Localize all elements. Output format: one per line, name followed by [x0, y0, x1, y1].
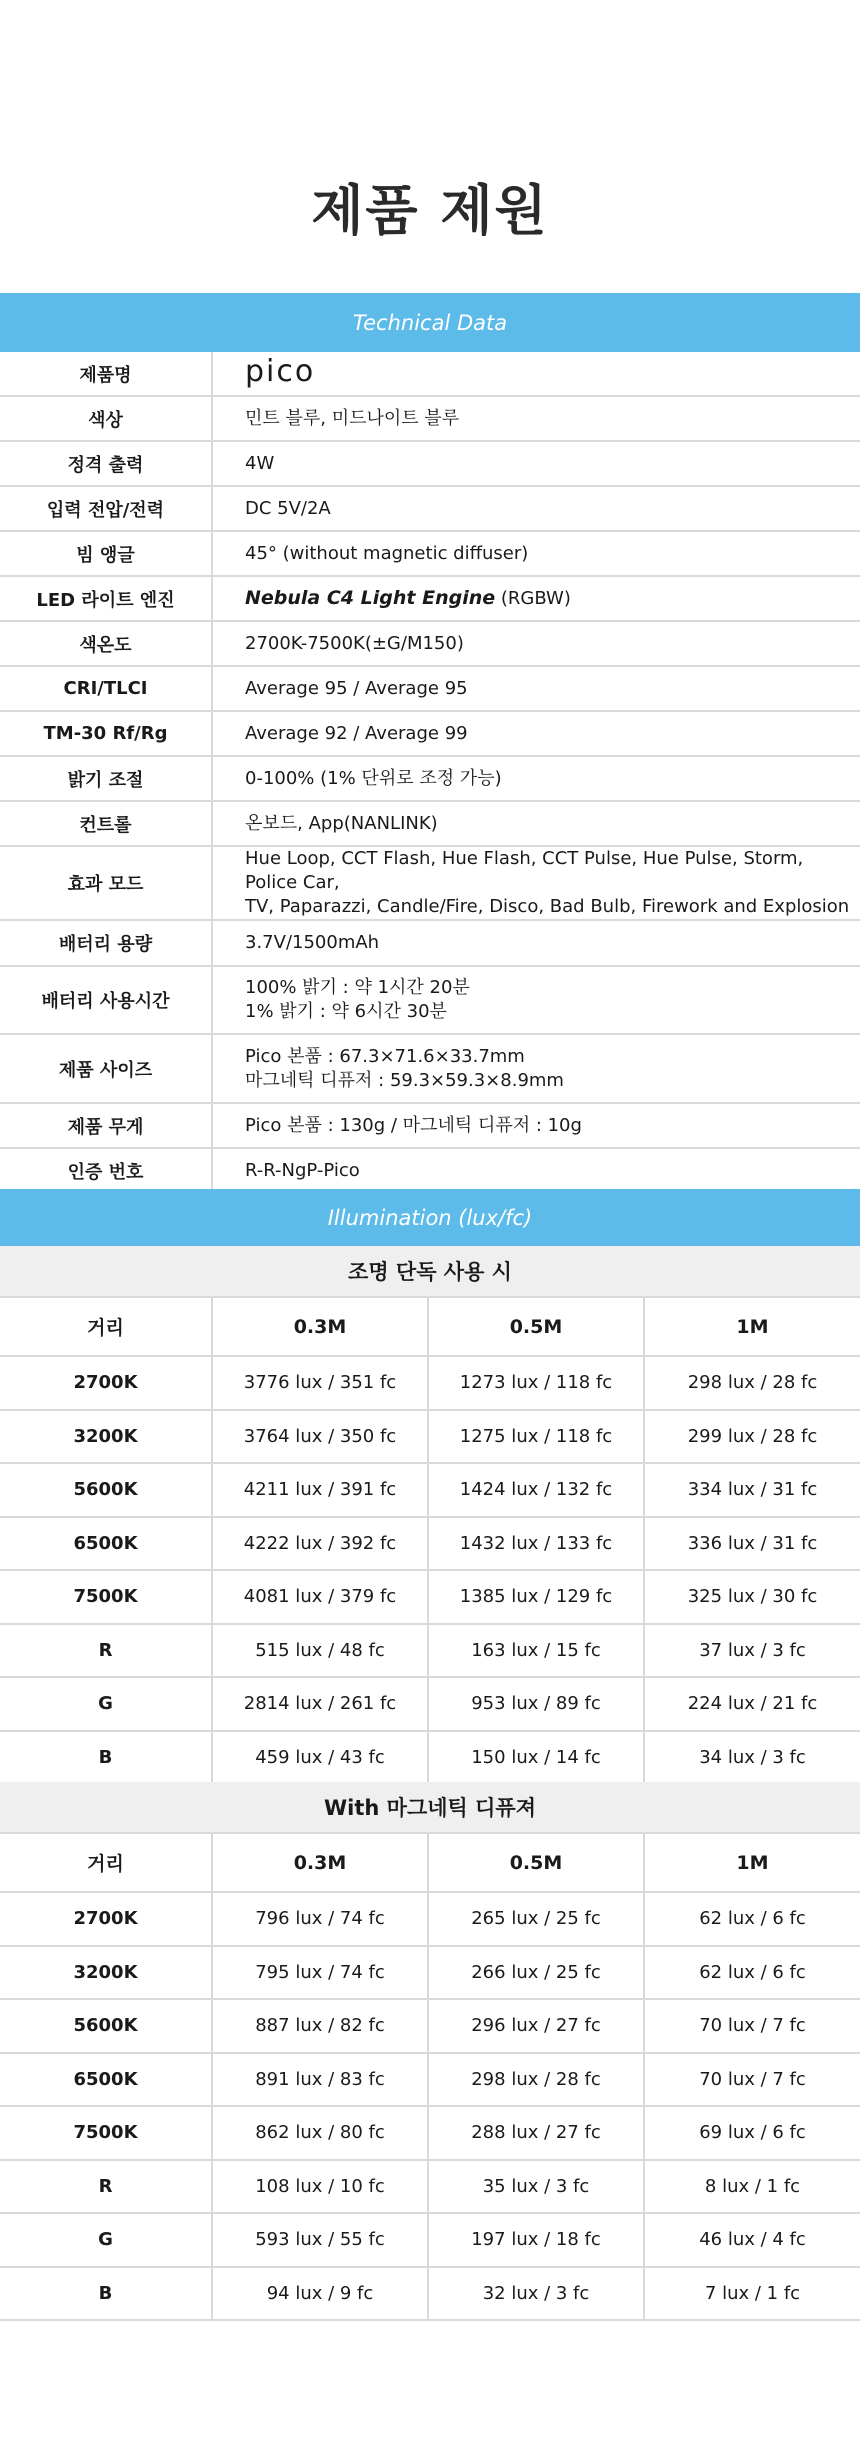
table-cell: 796 lux / 74 fc	[212, 1892, 428, 1946]
spec-value-line: 마그네틱 디퓨저 : 59.3×59.3×8.9mm	[245, 1069, 564, 1091]
spec-value: 온보드, App(NANLINK)	[212, 801, 860, 846]
spec-value: 4W	[212, 441, 860, 486]
row-label: 5600K	[0, 1999, 212, 2053]
table-cell: 1273 lux / 118 fc	[428, 1356, 644, 1410]
spec-value	[212, 576, 860, 621]
table-cell: 197 lux / 18 fc	[428, 2213, 644, 2267]
row-label: 6500K	[0, 2053, 212, 2107]
row-label: G	[0, 2213, 212, 2267]
pico-logo: pico	[245, 353, 316, 389]
table-cell: 62 lux / 6 fc	[644, 1892, 860, 1946]
spec-value: 민트 블루, 미드나이트 블루	[212, 396, 860, 441]
table-cell: 334 lux / 31 fc	[644, 1463, 860, 1517]
row-label: 2700K	[0, 1892, 212, 1946]
table-row	[0, 1624, 860, 1678]
spec-label: CRI/TLCI	[0, 666, 212, 711]
row-label: R	[0, 2160, 212, 2214]
spec-label: 색온도	[0, 621, 212, 666]
table-cell: 163 lux / 15 fc	[428, 1624, 644, 1678]
table-row	[0, 1570, 860, 1624]
spec-row	[0, 666, 860, 711]
spec-value: Average 95 / Average 95	[212, 666, 860, 711]
spec-label: 제품명	[0, 352, 212, 396]
spec-value	[212, 352, 860, 396]
lux-table-diffuser	[0, 1834, 860, 2321]
table-cell: 1385 lux / 129 fc	[428, 1570, 644, 1624]
spec-row	[0, 1148, 860, 1194]
table-row	[0, 1517, 860, 1571]
spec-value	[212, 966, 860, 1034]
spec-value-line: TV, Paparazzi, Candle/Fire, Disco, Bad Bulb, Firework and Explosion	[245, 896, 850, 917]
spec-label: LED 라이트 엔진	[0, 576, 212, 621]
spec-value: 0-100% (1% 단위로 조정 가능)	[212, 756, 860, 801]
table-cell: 150 lux / 14 fc	[428, 1731, 644, 1785]
illumination-band: Illumination (lux/fc)	[0, 1189, 860, 1246]
spec-row	[0, 1034, 860, 1103]
spec-value: 3.7V/1500mAh	[212, 920, 860, 966]
spec-label: 밝기 조절	[0, 756, 212, 801]
row-label: G	[0, 1677, 212, 1731]
table-cell: 4222 lux / 392 fc	[212, 1517, 428, 1571]
row-label: 7500K	[0, 2106, 212, 2160]
table-cell: 1424 lux / 132 fc	[428, 1463, 644, 1517]
spec-value-line: 1% 밝기 : 약 6시간 30분	[245, 1001, 447, 1022]
column-header: 거리	[0, 1834, 212, 1892]
spec-label: 색상	[0, 396, 212, 441]
spec-label: TM-30 Rf/Rg	[0, 711, 212, 756]
row-label: 5600K	[0, 1463, 212, 1517]
row-label: B	[0, 1731, 212, 1785]
column-header: 0.5M	[428, 1834, 644, 1892]
spec-value	[212, 1034, 860, 1103]
row-label: R	[0, 1624, 212, 1678]
spec-row	[0, 531, 860, 576]
table-cell: 459 lux / 43 fc	[212, 1731, 428, 1785]
page-title: 제품 제원	[311, 179, 549, 242]
spec-row	[0, 441, 860, 486]
section-title-standalone: 조명 단독 사용 시	[0, 1246, 860, 1298]
table-cell: 3764 lux / 350 fc	[212, 1410, 428, 1464]
spec-row	[0, 352, 860, 396]
table-cell: 70 lux / 7 fc	[644, 2053, 860, 2107]
table-cell: 862 lux / 80 fc	[212, 2106, 428, 2160]
spec-row	[0, 621, 860, 666]
table-cell: 891 lux / 83 fc	[212, 2053, 428, 2107]
table-row	[0, 1999, 860, 2053]
table-cell: 4211 lux / 391 fc	[212, 1463, 428, 1517]
table-cell: 224 lux / 21 fc	[644, 1677, 860, 1731]
table-row	[0, 1731, 860, 1785]
spec-value: 2700K-7500K(±G/M150)	[212, 621, 860, 666]
table-row	[0, 1356, 860, 1410]
column-header: 1M	[644, 1834, 860, 1892]
column-header: 거리	[0, 1298, 212, 1356]
table-row	[0, 1677, 860, 1731]
spec-value: Pico 본품 : 130g / 마그네틱 디퓨저 : 10g	[212, 1103, 860, 1148]
table-cell: 266 lux / 25 fc	[428, 1946, 644, 2000]
spec-value: R-R-NgP-Pico	[212, 1148, 860, 1194]
spec-value: DC 5V/2A	[212, 486, 860, 531]
spec-row	[0, 966, 860, 1034]
spec-row	[0, 396, 860, 441]
table-cell: 2814 lux / 261 fc	[212, 1677, 428, 1731]
table-cell: 953 lux / 89 fc	[428, 1677, 644, 1731]
table-cell: 32 lux / 3 fc	[428, 2267, 644, 2321]
spec-label: 배터리 용량	[0, 920, 212, 966]
spec-label: 정격 출력	[0, 441, 212, 486]
spec-label: 배터리 사용시간	[0, 966, 212, 1034]
table-cell: 35 lux / 3 fc	[428, 2160, 644, 2214]
table-cell: 70 lux / 7 fc	[644, 1999, 860, 2053]
row-label: 3200K	[0, 1946, 212, 2000]
section-title-diffuser: With 마그네틱 디퓨져	[0, 1782, 860, 1834]
spec-value-line: Hue Loop, CCT Flash, Hue Flash, CCT Pulse, Hue Pulse, Storm, Police Car,	[245, 848, 804, 893]
table-cell: 46 lux / 4 fc	[644, 2213, 860, 2267]
table-cell: 3776 lux / 351 fc	[212, 1356, 428, 1410]
table-row	[0, 2053, 860, 2107]
table-cell: 4081 lux / 379 fc	[212, 1570, 428, 1624]
spec-value-line: 100% 밝기 : 약 1시간 20분	[245, 977, 470, 998]
column-header: 0.5M	[428, 1298, 644, 1356]
table-cell: 288 lux / 27 fc	[428, 2106, 644, 2160]
table-cell: 593 lux / 55 fc	[212, 2213, 428, 2267]
table-row	[0, 2213, 860, 2267]
table-row	[0, 2106, 860, 2160]
table-cell: 296 lux / 27 fc	[428, 1999, 644, 2053]
row-label: 3200K	[0, 1410, 212, 1464]
table-cell: 299 lux / 28 fc	[644, 1410, 860, 1464]
spec-value	[212, 846, 860, 920]
spec-value: 45° (without magnetic diffuser)	[212, 531, 860, 576]
table-cell: 108 lux / 10 fc	[212, 2160, 428, 2214]
table-cell: 7 lux / 1 fc	[644, 2267, 860, 2321]
spec-value-line: Pico 본품 : 67.3×71.6×33.7mm	[245, 1045, 525, 1067]
row-label: 6500K	[0, 1517, 212, 1571]
table-cell: 34 lux / 3 fc	[644, 1731, 860, 1785]
column-header: 0.3M	[212, 1298, 428, 1356]
table-cell: 1432 lux / 133 fc	[428, 1517, 644, 1571]
spec-row	[0, 486, 860, 531]
table-cell: 887 lux / 82 fc	[212, 1999, 428, 2053]
light-engine-name: Nebula C4 Light Engine	[245, 587, 496, 609]
spec-label: 효과 모드	[0, 846, 212, 920]
table-row	[0, 1946, 860, 2000]
spec-row	[0, 576, 860, 621]
table-cell: 298 lux / 28 fc	[428, 2053, 644, 2107]
lux-header-row	[0, 1834, 860, 1892]
table-cell: 325 lux / 30 fc	[644, 1570, 860, 1624]
row-label: 7500K	[0, 1570, 212, 1624]
table-cell: 62 lux / 6 fc	[644, 1946, 860, 2000]
table-cell: 336 lux / 31 fc	[644, 1517, 860, 1571]
spec-label: 빔 앵글	[0, 531, 212, 576]
table-cell: 1275 lux / 118 fc	[428, 1410, 644, 1464]
spec-table	[0, 352, 860, 1195]
table-cell: 8 lux / 1 fc	[644, 2160, 860, 2214]
table-cell: 69 lux / 6 fc	[644, 2106, 860, 2160]
table-cell: 515 lux / 48 fc	[212, 1624, 428, 1678]
table-cell: 37 lux / 3 fc	[644, 1624, 860, 1678]
table-row	[0, 2160, 860, 2214]
spec-label: 입력 전압/전력	[0, 486, 212, 531]
table-cell: 298 lux / 28 fc	[644, 1356, 860, 1410]
spec-label: 제품 무게	[0, 1103, 212, 1148]
table-cell: 795 lux / 74 fc	[212, 1946, 428, 2000]
table-row	[0, 1892, 860, 1946]
spec-label: 인증 번호	[0, 1148, 212, 1194]
spec-row	[0, 920, 860, 966]
table-row	[0, 1463, 860, 1517]
column-header: 0.3M	[212, 1834, 428, 1892]
table-row	[0, 1410, 860, 1464]
lux-header-row	[0, 1298, 860, 1356]
table-cell: 94 lux / 9 fc	[212, 2267, 428, 2321]
row-label: B	[0, 2267, 212, 2321]
row-label: 2700K	[0, 1356, 212, 1410]
spec-row	[0, 1103, 860, 1148]
technical-data-band: Technical Data	[0, 293, 860, 352]
table-row	[0, 2267, 860, 2321]
spec-row	[0, 711, 860, 756]
column-header: 1M	[644, 1298, 860, 1356]
spec-row	[0, 846, 860, 920]
table-cell: 265 lux / 25 fc	[428, 1892, 644, 1946]
lux-table-standalone	[0, 1298, 860, 1785]
spec-value: Average 92 / Average 99	[212, 711, 860, 756]
spec-row	[0, 756, 860, 801]
spec-row	[0, 801, 860, 846]
spec-label: 제품 사이즈	[0, 1034, 212, 1103]
light-engine-suffix: (RGBW)	[495, 588, 571, 609]
spec-label: 컨트롤	[0, 801, 212, 846]
